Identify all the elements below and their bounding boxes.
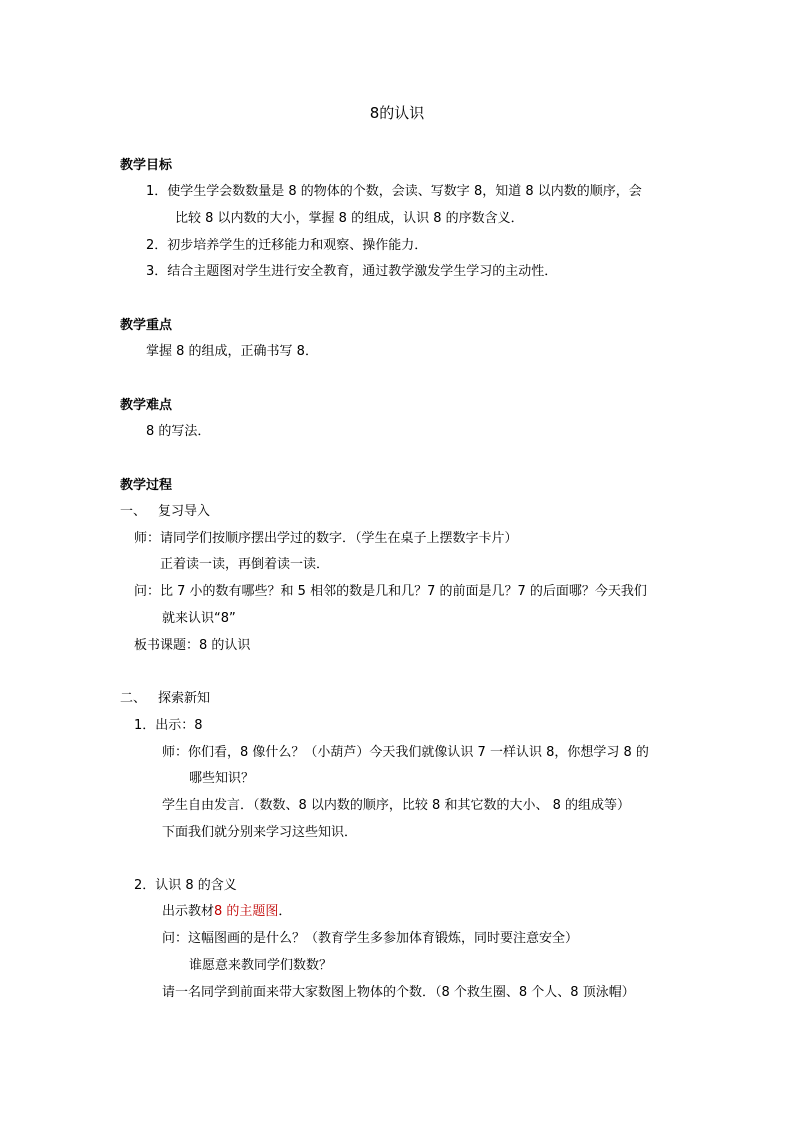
step-1-student-line: 学生自由发言．（数数、8 以内数的顺序，比较 8 和其它数的大小、 8 的组成等） bbox=[162, 798, 630, 813]
process-heading: 教学过程 bbox=[120, 478, 173, 493]
section-1-question-line-2: 就来认识“8” bbox=[162, 611, 236, 626]
step-2-invite-line: 请一名同学到前面来带大家数图上物体的个数．（8 个救生圈、8 个人、8 顶泳帽） bbox=[162, 985, 635, 1000]
step-1-teacher-line-1: 师：你们看，8 像什么？（小葫芦）今天我们就像认识 7 一样认识 8，你想学习 8 的 bbox=[162, 745, 649, 760]
section-1-question-line-1: 问：比 7 小的数有哪些？和 5 相邻的数是几和几？7 的前面是几？7 的后面哪？今天我们 bbox=[134, 584, 647, 599]
difficulty-text: 8 的写法． bbox=[146, 424, 211, 439]
document-title: 8的认识 bbox=[369, 104, 425, 122]
step-2-question-line: 问：这幅图画的是什么？（教育学生多参加体育锻炼，同时要注意安全） bbox=[162, 931, 579, 946]
section-2-title: 探索新知 bbox=[158, 691, 211, 706]
step-2-show-suffix: ． bbox=[278, 904, 292, 919]
step-1-teacher-line-2: 哪些知识？ bbox=[189, 771, 255, 786]
section-1-read-line: 正着读一读，再倒着读一读． bbox=[160, 557, 330, 572]
goal-item-3: 3．结合主题图对学生进行安全教育，通过教学激发学生学习的主动性． bbox=[146, 264, 558, 279]
goals-heading: 教学目标 bbox=[120, 158, 173, 173]
step-2-show-line bbox=[162, 904, 291, 920]
section-1-title: 复习导入 bbox=[158, 504, 211, 519]
key-point-text: 掌握 8 的组成，正确书写 8． bbox=[146, 344, 318, 359]
section-1-number: 一、 bbox=[120, 504, 147, 519]
section-2-number: 二、 bbox=[120, 691, 147, 706]
step-2-label: 2．认识 8 的含义 bbox=[134, 878, 237, 893]
goal-item-1-line-2: 比较 8 以内数的大小，掌握 8 的组成，认识 8 的序数含义． bbox=[175, 211, 524, 226]
step-2-show-prefix: 出示教材 bbox=[162, 904, 215, 919]
section-1-teacher-line: 师：请同学们按顺序摆出学过的数字．（学生在桌子上摆数字卡片） bbox=[134, 531, 518, 546]
step-1-label: 1．出示：8 bbox=[134, 718, 203, 733]
difficulty-heading: 教学难点 bbox=[120, 398, 173, 413]
step-2-who-line: 谁愿意来教同学们数数？ bbox=[189, 958, 333, 973]
step-1-next-line: 下面我们就分别来学习这些知识． bbox=[162, 825, 358, 840]
goal-item-2: 2．初步培养学生的迁移能力和观察、操作能力． bbox=[146, 238, 428, 253]
section-1-board-line: 板书课题：8 的认识 bbox=[134, 638, 251, 653]
goal-item-1-line-1: 1．使学生学会数数量是 8 的物体的个数，会读、写数字 8，知道 8 以内数的顺序，会 bbox=[146, 184, 642, 199]
key-point-heading: 教学重点 bbox=[120, 318, 173, 333]
theme-picture-highlight: 8 的主题图 bbox=[214, 904, 279, 919]
